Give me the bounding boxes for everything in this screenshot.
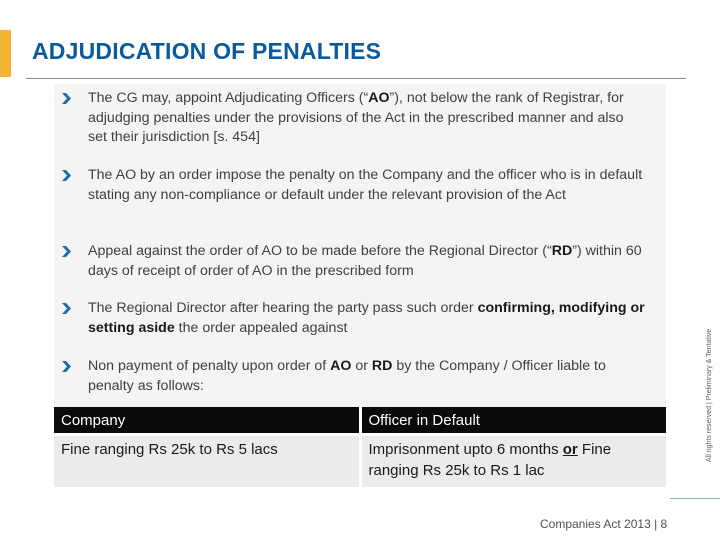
chevron-right-icon (62, 303, 71, 314)
officer-text-start: Imprisonment upto 6 months (368, 441, 563, 458)
bullet-text (88, 166, 646, 205)
title-accent-bar (0, 30, 11, 77)
bullet-text (88, 299, 646, 338)
bullet-text-run: Appeal against the order of AO to be made before the Regional Director (“ (88, 243, 552, 259)
title-divider (26, 78, 686, 79)
bullet-text-bold: AO (330, 358, 352, 374)
side-disclaimer: All rights reserved | Preliminary & Tentative (706, 328, 713, 462)
penalty-table (54, 407, 666, 487)
bullet-item (66, 166, 646, 205)
chevron-right-icon (62, 361, 71, 372)
bullet-item (66, 299, 646, 338)
bullet-text (88, 242, 646, 281)
bullet-text-run: ”) within 60 days of receipt of order of AO in the prescribed form (88, 243, 642, 279)
bullet-text-run: the order appealed against (174, 319, 348, 336)
table-cell-company: Fine ranging Rs 25k to Rs 5 lacs (54, 435, 360, 488)
bullet-text-run: Non payment of penalty upon order of (88, 358, 331, 374)
footer-page-info: Companies Act 2013 | 8 (540, 517, 668, 531)
bullet-text-bold: confirming, modifying or setting aside (88, 300, 645, 336)
bullet-text (88, 357, 646, 396)
officer-text-end: Fine ranging Rs 25k to Rs 1 lac (368, 441, 612, 479)
bullet-text-bold: RD (371, 358, 393, 374)
bullet-text-run: The CG may, appoint Adjudicating Officers (“ (88, 90, 369, 106)
bullet-item (66, 242, 646, 281)
table-row (54, 435, 666, 488)
bullet-text-bold: RD (551, 243, 573, 259)
bullet-item (66, 89, 646, 148)
chevron-right-icon (62, 93, 71, 104)
bullet-text-run: by the Company / Officer liable to penalty as follows: (88, 358, 606, 394)
table-cell-officer (360, 435, 666, 488)
officer-text-or: or (562, 441, 578, 458)
bullet-text (88, 89, 646, 148)
bullet-text-run: ”), not below the rank of Registrar, for adjudging penalties under the provisions of the Act in the prescribed manner and also set their jurisdiction [s. 454] (88, 90, 624, 145)
chevron-right-icon (62, 170, 71, 181)
footer-divider (670, 498, 720, 499)
page-title: ADJUDICATION OF PENALTIES (32, 38, 382, 64)
bullet-text-run: The Regional Director after hearing the party pass such order (88, 300, 478, 316)
table-header-row (54, 407, 666, 435)
table-header-company: Company (54, 407, 360, 435)
bullet-text-run: or (351, 358, 372, 374)
bullet-item (66, 357, 646, 396)
table-header-officer: Officer in Default (360, 407, 666, 435)
bullet-text-run: The AO by an order impose the penalty on the Company and the officer who is in default stating any non-compliance or default under the relevant provision of the Act (88, 167, 643, 203)
chevron-right-icon (62, 246, 71, 257)
bullet-text-bold: AO (368, 90, 390, 106)
